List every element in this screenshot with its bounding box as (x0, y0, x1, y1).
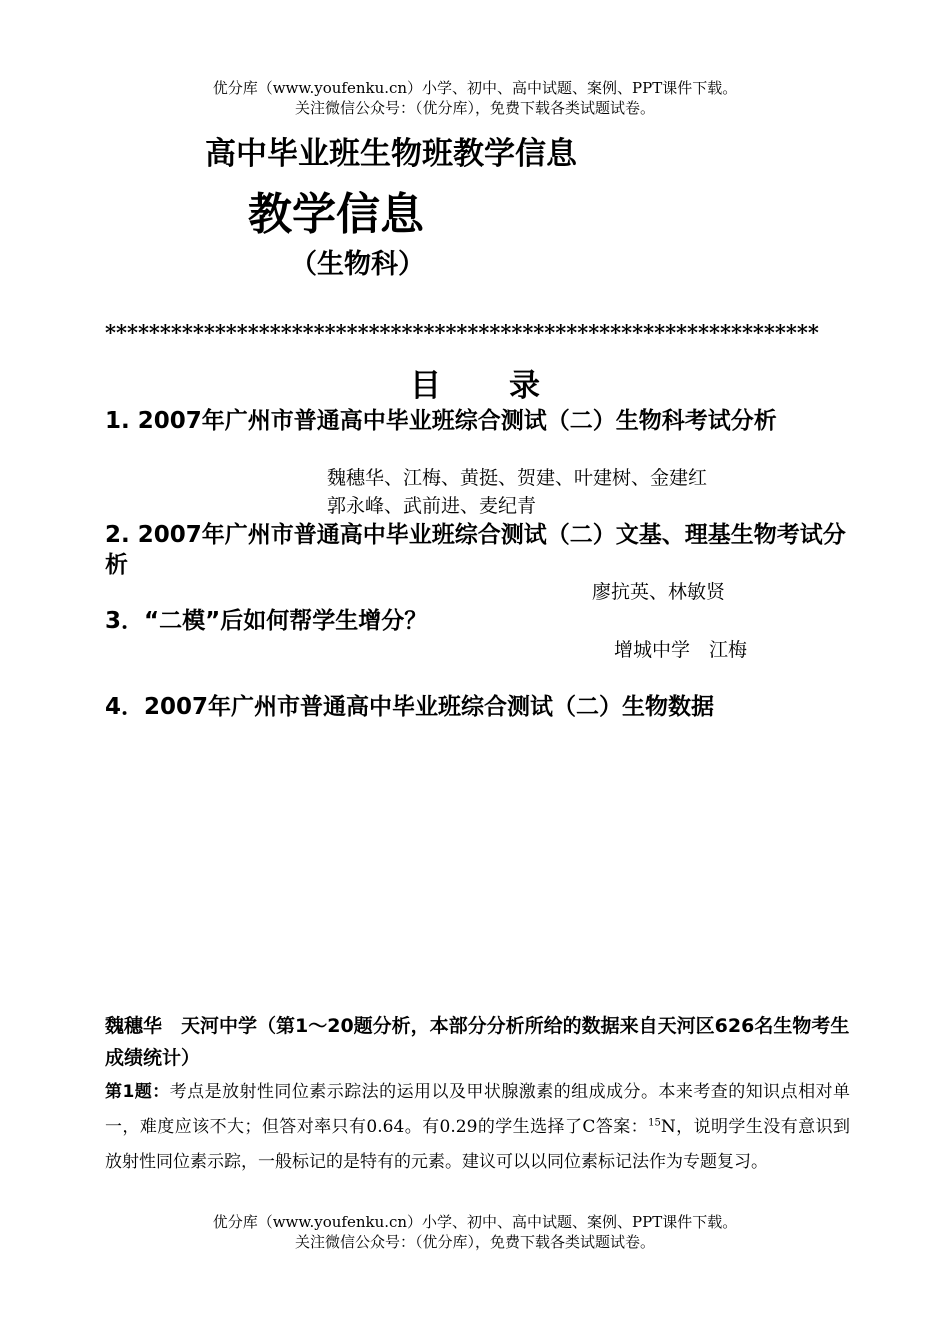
toc-item-2: 2. 2007年广州市普通高中毕业班综合测试（二）文基、理基生物考试分析 (105, 522, 846, 578)
question-1-text-b: N，说明学生没有意识到放射性同位素示踪，一般标记的是特有的元素。建议可以以同位素标记法作为专题复习。 (105, 1117, 850, 1172)
header-line-1: 优分库（www.youfenku.cn）小学、初中、高中试题、案例、PPT课件下载。 (212, 79, 738, 97)
toc-item-3-authors: 增城中学 江梅 (614, 639, 748, 661)
toc-item-1-authors-line-2: 郭永峰、武前进、麦纪青 (327, 495, 537, 517)
header-line-2: 关注微信公众号：（优分库），免费下载各类试题试卷。 (294, 99, 655, 117)
question-1-label: 第1题： (105, 1082, 170, 1102)
section-heading: 魏穗华 天河中学（第1～20题分析，本部分分析所给的数据来自天河区626名生物考生成绩统计） (105, 1015, 850, 1069)
question-1-superscript: 15 (648, 1117, 661, 1129)
subject-label: （生物科） (290, 249, 425, 280)
toc-heading-char-2: 录 (509, 368, 540, 404)
footer-line-1: 优分库（www.youfenku.cn）小学、初中、高中试题、案例、PPT课件下载。 (212, 1213, 738, 1231)
toc-heading (0, 360, 950, 405)
footer-line-2: 关注微信公众号：（优分库），免费下载各类试题试卷。 (294, 1233, 655, 1251)
star-separator: ***************************************************************** (105, 320, 819, 345)
toc-heading-char-1: 目 (410, 368, 441, 404)
question-1-paragraph (105, 1075, 850, 1180)
toc-item-1: 1. 2007年广州市普通高中毕业班综合测试（二）生物科考试分析 (105, 408, 777, 434)
question-1-text-a: 考点是放射性同位素示踪法的运用以及甲状腺激素的组成成分。本来考查的知识点相对单一，难度应该不大；但答对率只有0.64。有0.29的学生选择了C答案： (105, 1082, 850, 1137)
document-title: 高中毕业班生物班教学信息 (205, 136, 577, 172)
toc-item-4: 4．2007年广州市普通高中毕业班综合测试（二）生物数据 (105, 694, 715, 720)
document-big-title: 教学信息 (248, 189, 424, 240)
toc-item-2-authors: 廖抗英、林敏贤 (592, 581, 726, 603)
toc-item-3: 3．“二模”后如何帮学生增分？ (105, 608, 428, 634)
toc-item-1-authors-line-1: 魏穗华、江梅、黄挺、贺建、叶建树、金建红 (327, 467, 708, 489)
